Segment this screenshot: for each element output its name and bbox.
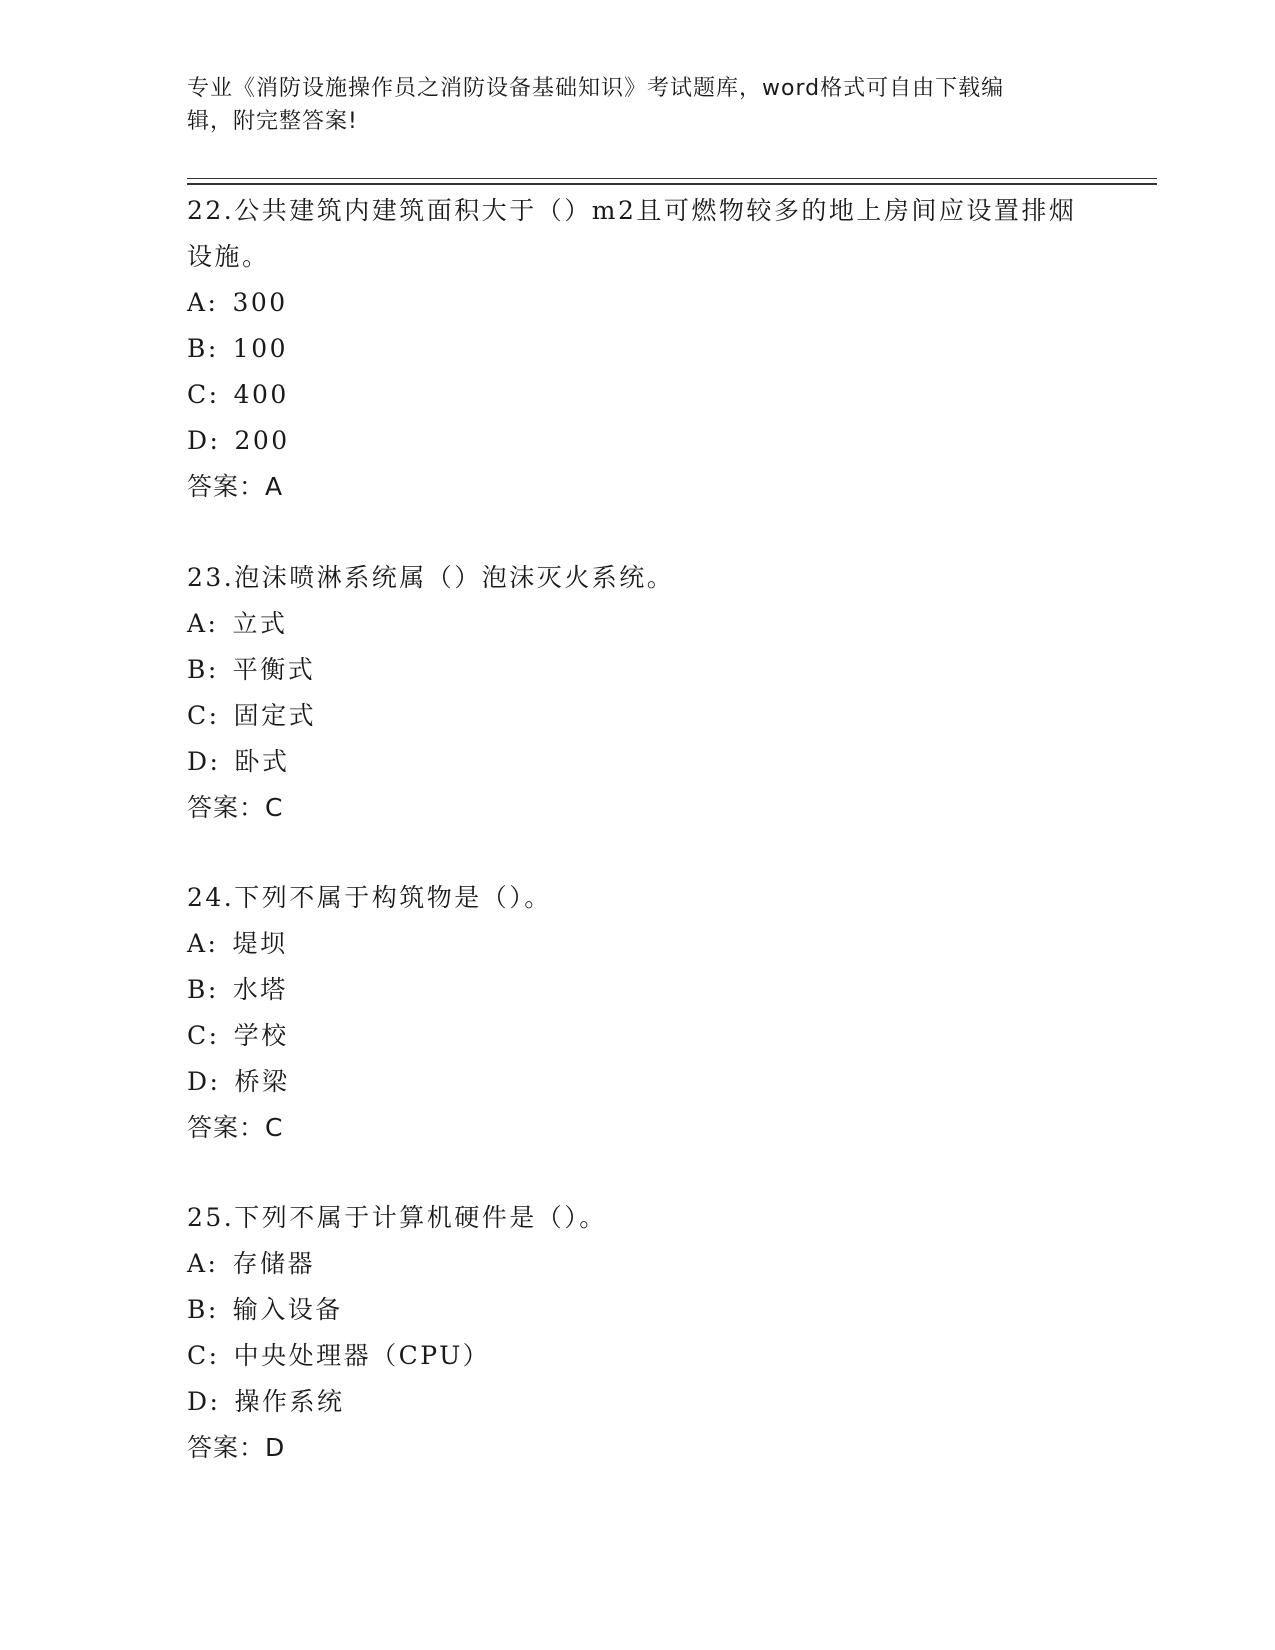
question-stem: 23.泡沫喷淋系统属（）泡沫灭火系统。 [187, 563, 675, 592]
answer-line: 答案：C [187, 793, 284, 822]
option-d: D: 操作系统 [187, 1387, 345, 1416]
option-b: B: 水塔 [187, 975, 288, 1004]
document-header [187, 72, 1067, 138]
question-24 [187, 875, 1087, 1151]
header-line-1: 专业《消防设施操作员之消防设备基础知识》考试题库，word格式可自由下载编 [187, 76, 1005, 101]
option-b: B: 输入设备 [187, 1295, 343, 1324]
answer-line: 答案：C [187, 1113, 284, 1142]
document-page [187, 0, 1157, 1650]
option-a: A: 300 [187, 288, 288, 317]
option-b: B: 平衡式 [187, 655, 316, 684]
question-stem: 25.下列不属于计算机硬件是（）。 [187, 1203, 607, 1232]
option-c: C: 固定式 [187, 701, 317, 730]
question-stem: 24.下列不属于构筑物是（）。 [187, 883, 552, 912]
answer-line: 答案：A [187, 472, 284, 501]
header-line-2: 辑，附完整答案! [187, 109, 358, 134]
option-c: C: 400 [187, 380, 289, 409]
option-a: A: 存储器 [187, 1249, 315, 1278]
option-d: D: 卧式 [187, 747, 290, 776]
option-b: B: 100 [187, 334, 289, 363]
header-divider-bottom [187, 183, 1157, 185]
option-c: C: 学校 [187, 1021, 289, 1050]
question-stem: 22.公共建筑内建筑面积大于（）m2且可燃物较多的地上房间应设置排烟设施。 [187, 196, 1077, 271]
option-d: D: 200 [187, 426, 290, 455]
option-a: A: 堤坝 [187, 929, 288, 958]
option-d: D: 桥梁 [187, 1067, 290, 1096]
question-25 [187, 1195, 1087, 1471]
option-c: C: 中央处理器（CPU） [187, 1341, 491, 1370]
answer-line: 答案：D [187, 1433, 286, 1462]
header-divider-top [187, 178, 1157, 179]
option-a: A: 立式 [187, 609, 288, 638]
question-22 [187, 188, 1087, 510]
question-23 [187, 555, 1087, 831]
